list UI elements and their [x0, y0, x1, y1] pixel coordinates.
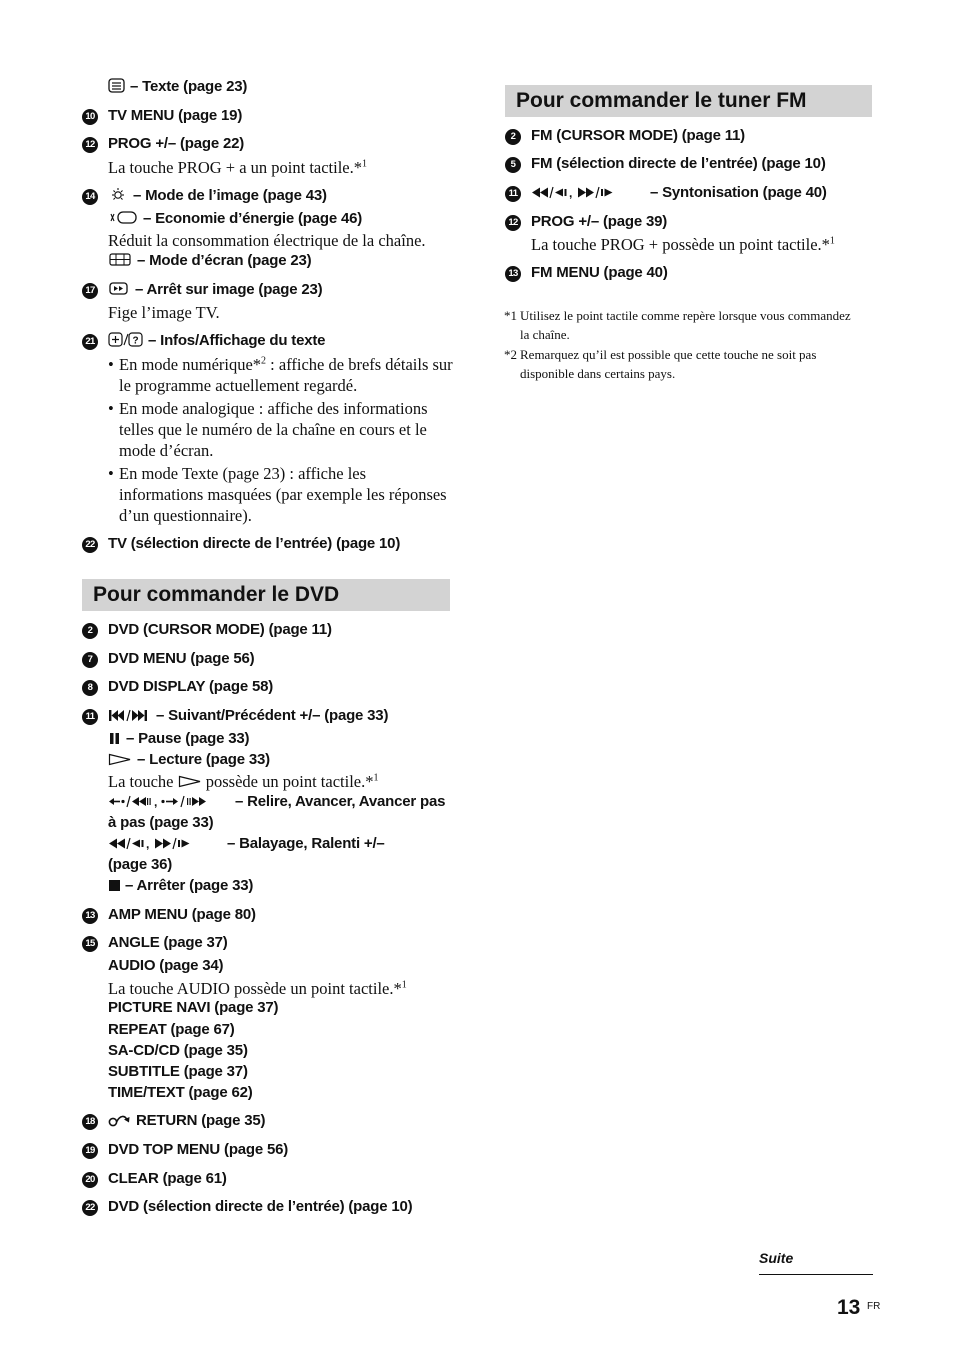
footnote-ref: 2 — [261, 355, 267, 367]
callout-number: 5 — [505, 157, 521, 173]
tuning-icon — [531, 186, 647, 199]
callout-number: 17 — [82, 283, 98, 299]
item-fm-input: FM (sélection directe de l’entrée) (page 10) — [531, 155, 826, 172]
item-fm-menu: FM MENU (page 40) — [531, 264, 668, 281]
info-bullet-3 — [108, 463, 453, 526]
footer-rule — [759, 1274, 873, 1275]
replay-advance-icon — [108, 795, 232, 808]
callout-number: 12 — [82, 137, 98, 153]
footnote-2 — [504, 345, 864, 385]
item-dvd-display: DVD DISPLAY (page 58) — [108, 678, 274, 695]
footnote-ref: 1 — [829, 235, 835, 247]
footnote-mark: *2 — [504, 347, 517, 362]
bullet-text: En mode numérique* — [119, 355, 262, 374]
item-play-label: – Lecture (page 33) — [137, 751, 270, 768]
desc-text: La touche AUDIO possède un point tactile.* — [108, 979, 402, 998]
stop-icon — [108, 879, 121, 892]
item-time-text: TIME/TEXT (page 62) — [108, 1084, 253, 1101]
footnote-text: Remarquez qu’il est possible que cette touche ne soit pas disponible dans certains pays. — [520, 347, 817, 381]
svg-text:,: , — [569, 186, 573, 199]
footnote-mark: *1 — [504, 308, 517, 323]
section-header-fm — [505, 85, 872, 117]
bullet-text: En mode Texte (page 23) : affiche les informations masquées (par exemple les réponses d’un questionnaire). — [119, 464, 447, 525]
bullet-text: En mode analogique : affiche des informations telles que le numéro de la chaîne en cours et le mode d’écran. — [119, 399, 428, 460]
callout-number: 14 — [82, 189, 98, 205]
play-icon — [108, 753, 132, 766]
item-dvd-cursor: DVD (CURSOR MODE) (page 11) — [108, 621, 332, 638]
item-info — [108, 330, 325, 351]
callout-number: 18 — [82, 1114, 98, 1130]
return-icon — [108, 1114, 132, 1127]
item-fm-tuning — [531, 182, 827, 203]
item-picture-mode-label: – Mode de l’image (page 43) — [133, 187, 327, 204]
callout-number: 20 — [82, 1172, 98, 1188]
callout-number: 19 — [82, 1143, 98, 1159]
item-dvd-input: DVD (sélection directe de l’entrée) (page 10) — [108, 1198, 413, 1215]
item-dvd-top-menu: DVD TOP MENU (page 56) — [108, 1141, 289, 1158]
callout-number: 13 — [82, 908, 98, 924]
screen-mode-icon — [108, 252, 132, 267]
callout-number: 21 — [82, 334, 98, 350]
callout-number: 2 — [82, 623, 98, 639]
item-audio-desc — [108, 978, 407, 999]
language-code: FR — [867, 1301, 881, 1312]
item-fm-tuning-label: – Syntonisation (page 40) — [650, 184, 827, 201]
info-icon — [108, 332, 144, 347]
item-replay-advance-cont: à pas (page 33) — [108, 814, 214, 831]
desc-text: La touche — [108, 772, 174, 791]
item-prog-desc — [108, 157, 367, 178]
continued-label: Suite — [759, 1250, 794, 1266]
callout-number: 22 — [82, 1200, 98, 1216]
item-picture-mode — [108, 185, 327, 206]
item-tv-menu: TV MENU (page 19) — [108, 107, 243, 124]
footnote-ref: 1 — [401, 979, 407, 991]
item-return — [108, 1110, 265, 1131]
bullet-text: : affiche de brefs détails sur le programme actuellement regardé. — [119, 355, 453, 395]
svg-text:?: ? — [132, 335, 139, 347]
info-bullet-2 — [108, 398, 453, 461]
item-amp-menu: AMP MENU (page 80) — [108, 906, 256, 923]
callout-number: 11 — [82, 709, 98, 725]
item-replay-advance-label: – Relire, Avancer, Avancer pas — [235, 793, 446, 810]
item-power-saving-desc: Réduit la consommation électrique de la chaîne. — [108, 231, 426, 250]
item-play — [108, 749, 270, 770]
item-subtitle: SUBTITLE (page 37) — [108, 1063, 248, 1080]
item-dvd-menu: DVD MENU (page 56) — [108, 650, 255, 667]
callout-number: 12 — [505, 215, 521, 231]
item-fm-cursor: FM (CURSOR MODE) (page 11) — [531, 127, 745, 144]
section-title: Pour commander le DVD — [93, 583, 340, 606]
item-power-saving-label: – Economie d’énergie (page 46) — [143, 210, 363, 227]
section-title: Pour commander le tuner FM — [516, 89, 807, 112]
item-repeat: REPEAT (page 67) — [108, 1021, 235, 1038]
item-prog: PROG +/– (page 22) — [108, 135, 245, 152]
item-screen-mode-label: – Mode d’écran (page 23) — [137, 252, 312, 269]
callout-number: 11 — [505, 186, 521, 202]
item-pause — [108, 728, 249, 749]
play-icon — [178, 775, 202, 788]
page-number: 13 — [837, 1296, 861, 1319]
desc-text: possède un point tactile.* — [205, 772, 374, 791]
item-stop — [108, 875, 253, 896]
footnote-text: Utilisez le point tactile comme repère lorsque vous commandez la chaîne. — [520, 308, 851, 342]
item-replay-advance — [108, 791, 445, 812]
power-saving-icon — [108, 210, 138, 225]
item-clear: CLEAR (page 61) — [108, 1170, 227, 1187]
item-sacd-cd: SA-CD/CD (page 35) — [108, 1042, 248, 1059]
item-texte — [108, 76, 247, 97]
bullet-icon: • — [108, 464, 114, 483]
callout-number: 13 — [505, 266, 521, 282]
footnote-ref: 1 — [362, 158, 368, 170]
callout-number: 15 — [82, 936, 98, 952]
desc-text: La touche PROG + a un point tactile.* — [108, 158, 363, 177]
item-freeze — [108, 279, 322, 300]
item-fm-prog: PROG +/– (page 39) — [531, 213, 668, 230]
info-bullet-1 — [108, 354, 453, 396]
footnote-ref: 1 — [373, 772, 379, 784]
prev-next-icon — [108, 709, 152, 722]
callout-number: 10 — [82, 109, 98, 125]
item-stop-label: – Arrêter (page 33) — [125, 877, 254, 894]
callout-number: 2 — [505, 129, 521, 145]
section-header-dvd — [82, 579, 450, 611]
item-scan-slow-cont: (page 36) — [108, 856, 173, 873]
callout-number: 7 — [82, 652, 98, 668]
svg-text:,: , — [146, 837, 150, 850]
picture-mode-icon — [108, 187, 128, 202]
freeze-icon — [108, 281, 130, 296]
desc-text: La touche PROG + possède un point tactile.* — [531, 235, 830, 254]
bullet-icon: • — [108, 399, 114, 418]
bullet-icon: • — [108, 355, 114, 374]
callout-number: 8 — [82, 680, 98, 696]
item-scan-slow-label: – Balayage, Ralenti +/– — [227, 835, 385, 852]
item-freeze-desc: Fige l’image TV. — [108, 303, 220, 322]
item-audio: AUDIO (page 34) — [108, 957, 224, 974]
callout-number: 22 — [82, 537, 98, 553]
svg-text:,: , — [154, 795, 158, 808]
item-freeze-label: – Arrêt sur image (page 23) — [135, 281, 323, 298]
item-play-desc — [108, 771, 378, 792]
item-power-saving — [108, 208, 362, 229]
item-prev-next — [108, 705, 388, 726]
teletext-icon — [108, 78, 125, 93]
item-texte-label: – Texte (page 23) — [130, 78, 248, 95]
scan-slow-icon — [108, 837, 224, 850]
item-pause-label: – Pause (page 33) — [126, 730, 250, 747]
footnote-1 — [504, 306, 864, 346]
item-screen-mode — [108, 250, 311, 271]
item-fm-prog-desc — [531, 234, 835, 255]
item-return-label: RETURN (page 35) — [136, 1112, 266, 1129]
item-picture-navi: PICTURE NAVI (page 37) — [108, 999, 279, 1016]
item-tv-input: TV (sélection directe de l’entrée) (page 10) — [108, 535, 401, 552]
item-scan-slow — [108, 833, 385, 854]
item-prev-next-label: – Suivant/Précédent +/– (page 33) — [156, 707, 389, 724]
item-info-label: – Infos/Affichage du texte — [148, 332, 326, 349]
pause-icon — [108, 732, 122, 745]
item-angle: ANGLE (page 37) — [108, 934, 228, 951]
